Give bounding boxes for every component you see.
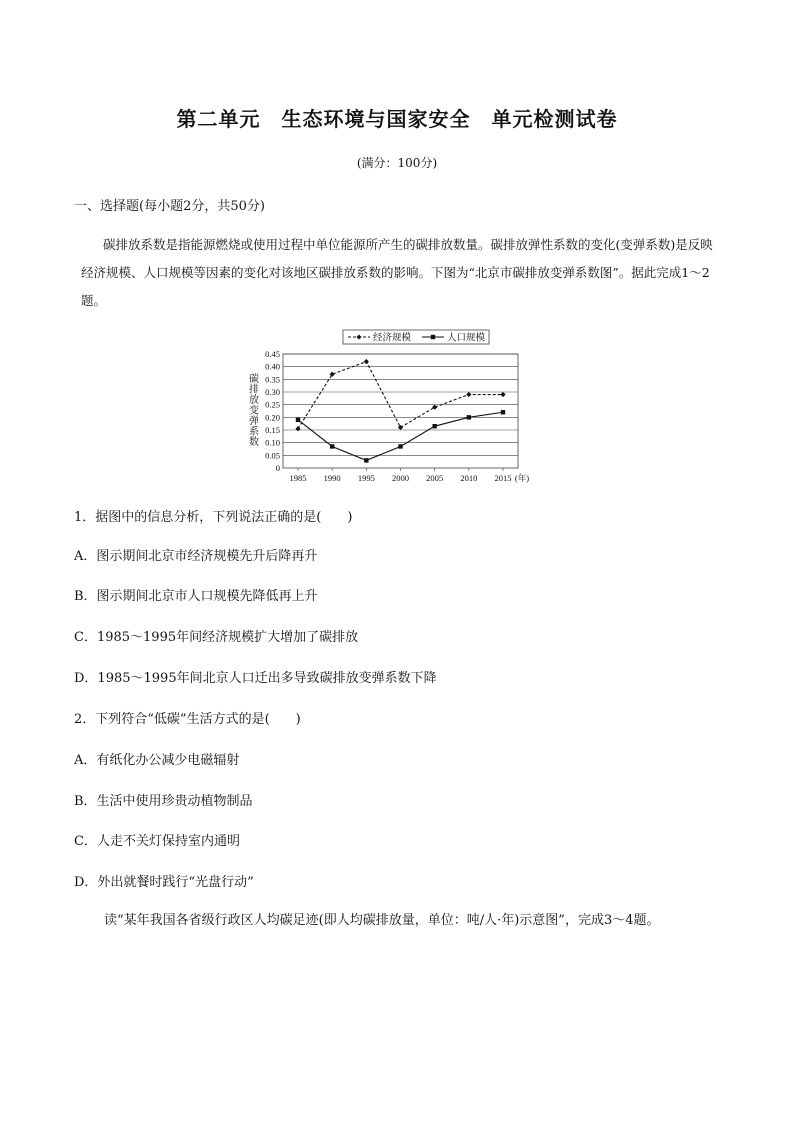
y-tick-label: 0	[275, 463, 280, 473]
legend-label-1: 经济规模	[373, 332, 412, 344]
data-point-square	[296, 418, 300, 422]
data-point-diamond	[364, 359, 369, 364]
x-tick-label: 2005	[426, 473, 444, 483]
x-tick-label: 1985	[289, 473, 307, 483]
x-tick-label: 2010	[460, 473, 478, 483]
y-tick-label: 0.20	[265, 412, 280, 423]
series-line-2	[298, 412, 503, 460]
y-axis-label-char: 变	[249, 405, 259, 417]
full-score: (满分：100分)	[356, 156, 438, 170]
data-point-square	[432, 424, 436, 428]
y-axis-label-char: 系	[249, 426, 259, 438]
y-axis-label-char: 数	[249, 437, 259, 448]
legend-label-2: 人口规模	[447, 332, 486, 344]
question-2-option-b[interactable]: B．生活中使用珍贵动植物制品	[74, 794, 253, 809]
y-tick-label: 0.30	[265, 387, 280, 397]
reading-prompt: 读“某年我国各省级行政区人均碳足迹(即人均碳排放量，单位：吨/人·年)示意图”，完成3～4题。	[104, 913, 660, 928]
y-tick-label: 0.35	[265, 374, 280, 385]
data-point-diamond	[398, 425, 403, 430]
question-1-option-c[interactable]: C．1985～1995年间经济规模扩大增加了碳排放	[74, 630, 359, 645]
y-axis-label	[249, 372, 259, 448]
y-axis-label-char: 碳	[249, 374, 259, 385]
question-2-option-d[interactable]: D．外出就餐时践行“光盘行动”	[74, 875, 254, 890]
data-point-square	[364, 458, 368, 462]
data-point-diamond	[432, 405, 437, 410]
x-tick-label: 1990	[323, 473, 341, 483]
x-tick-label: 1995	[357, 473, 375, 483]
question-1-option-d[interactable]: D．1985～1995年间北京人口迁出多导致碳排放变弹系数下降	[74, 671, 437, 686]
y-axis-label-char: 排	[249, 384, 259, 396]
data-point-square	[398, 444, 402, 448]
x-tick-label: 2000	[392, 473, 409, 483]
y-axis-label-char: 放	[249, 395, 259, 406]
question-1-stem: 1．据图中的信息分析，下列说法正确的是( )	[74, 510, 353, 525]
question-2-option-a[interactable]: A．有纸化办公减少电磁辐射	[74, 753, 240, 768]
question-2-stem: 2．下列符合“低碳”生活方式的是( )	[74, 712, 301, 727]
data-point-square	[467, 415, 471, 419]
y-tick-label: 0.40	[265, 361, 280, 372]
question-2-option-c[interactable]: C．人走不关灯保持室内通明	[74, 834, 240, 849]
series-line-1	[298, 362, 503, 429]
data-point-diamond	[466, 392, 471, 397]
y-tick-label: 0.45	[265, 349, 280, 359]
data-point-square	[330, 444, 334, 448]
carbon-elasticity-chart	[228, 326, 558, 486]
page-title: 第二单元 生态环境与国家安全 单元检测试卷	[176, 107, 618, 131]
data-point-diamond	[500, 392, 505, 397]
legend-marker-square	[431, 335, 435, 339]
y-tick-label: 0.05	[265, 450, 280, 461]
section-heading: 一、选择题(每小题2分，共50分)	[74, 199, 265, 214]
y-axis-label-char: 弹	[249, 416, 259, 427]
data-point-square	[501, 410, 505, 414]
question-1-option-a[interactable]: A．图示期间北京市经济规模先升后降再升	[74, 549, 318, 564]
intro-paragraph: 碳排放系数是指能源燃烧或使用过程中单位能源所产生的碳排放数量。碳排放弹性系数的变化(变弹系数)是反映经济规模、人口规模等因素的变化对该地区碳排放系数的影响。下图为“北京市碳排放变弹系数图”。据此完成1～2题。	[81, 237, 713, 308]
plot-frame	[283, 354, 518, 468]
x-tick-label: 2015	[494, 473, 512, 483]
x-axis-unit: (年)	[514, 473, 530, 483]
y-tick-label: 0.15	[265, 425, 280, 435]
y-tick-label: 0.25	[265, 399, 280, 410]
y-tick-label: 0.10	[265, 437, 280, 448]
data-point-diamond	[330, 372, 335, 377]
data-point-diamond	[295, 426, 300, 431]
question-1-option-b[interactable]: B．图示期间北京市人口规模先降低再上升	[74, 589, 318, 604]
